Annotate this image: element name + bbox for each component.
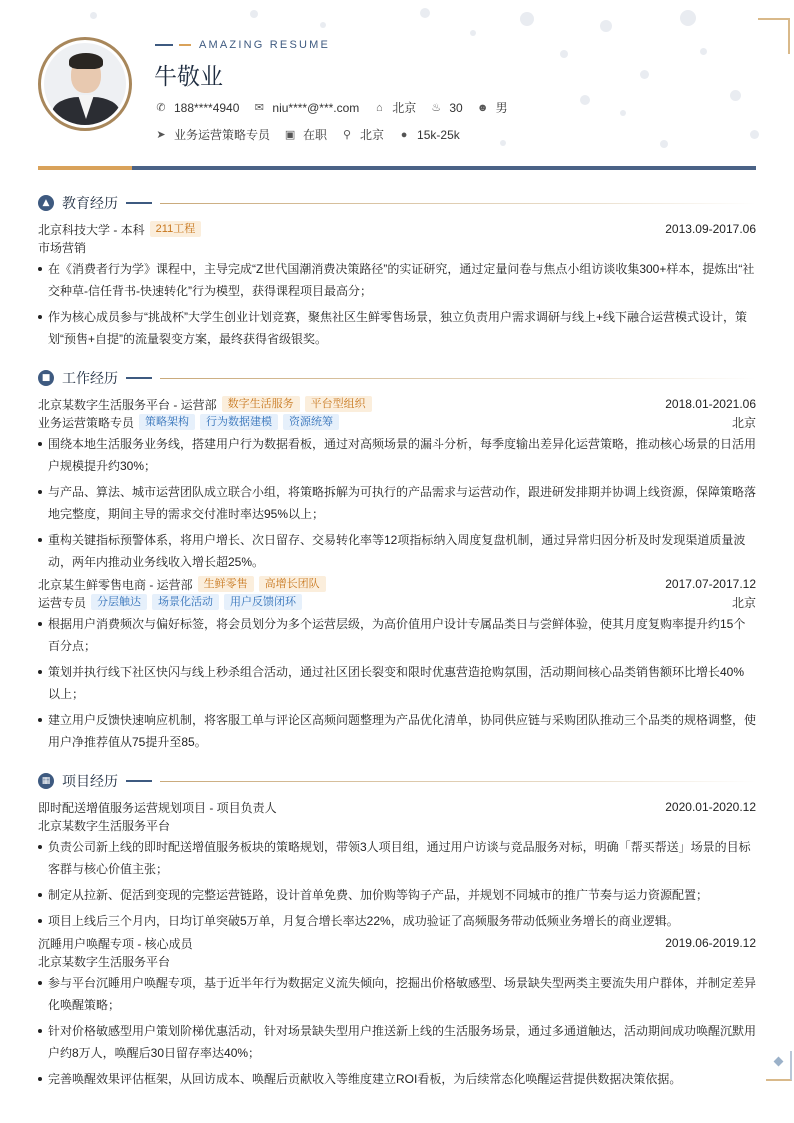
work-entry — [38, 575, 756, 757]
briefcase-icon: ■ — [38, 370, 54, 386]
period: 2017.07-2017.12 — [665, 577, 756, 591]
city: 北京 — [731, 595, 756, 610]
major: 市场营销 — [38, 240, 87, 255]
list-item: 围绕本地生活服务业务线，搭建用户行为数据看板，通过对高频场景的漏斗分析，每季度输出差异化运营策略，推动核心场景的日活用户规模提升约30%； — [38, 433, 756, 477]
phone-icon: ✆ — [156, 101, 166, 114]
send-icon: ➤ — [156, 128, 166, 141]
school-tag: 211工程 — [150, 221, 202, 237]
avatar — [38, 37, 132, 131]
list-item: 策划并执行线下社区快闪与线上秒杀组合活动，通过社区团长裂变和限时优惠营造抢购氛围，活动期间核心品类销售额环比增长40%以上； — [38, 661, 756, 705]
face-icon: ☻ — [476, 101, 489, 114]
gender: 男 — [495, 101, 508, 115]
company-name: 北京某数字生活服务平台 - 运营部 — [38, 397, 217, 412]
work-entry — [38, 395, 756, 577]
age: 30 — [449, 100, 463, 115]
section-work-header — [38, 368, 756, 388]
city: 北京 — [731, 415, 756, 430]
list-item: 与产品、算法、城市运营团队成立联合小组，将策略拆解为可执行的产品需求与运营动作，跟进研发排期并协调上线资源，保障策略落地完整度，期间主导的需求交付准时率达95%以上； — [38, 481, 756, 525]
candidate-name: 牛敬业 — [154, 64, 223, 90]
basic-info-row — [155, 99, 522, 116]
phone: 188****4940 — [174, 100, 240, 115]
company-tag: 数字生活服务 — [222, 396, 300, 412]
company-tag: 平台型组织 — [305, 396, 372, 412]
period: 2019.06-2019.12 — [665, 936, 756, 950]
role-tag: 场景化活动 — [152, 594, 219, 610]
school-name: 北京科技大学 - 本科 — [38, 222, 145, 237]
section-education-header — [38, 193, 756, 213]
role-tag: 用户反馈闭环 — [224, 594, 302, 610]
project-name: 即时配送增值服务运营规划项目 - 项目负责人 — [38, 800, 277, 815]
project-name: 沉睡用户唤醒专项 - 核心成员 — [38, 936, 193, 951]
list-item: 根据用户消费频次与偏好标签，将会员划分为多个运营层级，为高价值用户设计专属品类日与尝鲜体验，使其月度复购率提升约15个百分点； — [38, 613, 756, 657]
project-entry — [38, 798, 756, 936]
list-item: 制定从拉新、促活到变现的完整运营链路，设计首单免费、加价购等钩子产品，并规划不同城市的推广节奏与运力资源配置； — [38, 884, 756, 906]
list-item: 在《消费者行为学》课程中，主导完成“Z世代国潮消费决策路径”的实证研究，通过定量问卷与焦点小组访谈收集300+样本，提炼出“社交种草-信任背书-快速转化”行为模型，获得课程项目最高分； — [38, 258, 756, 302]
email: niu****@***.com — [272, 100, 360, 115]
salary: 15k-25k — [417, 127, 460, 142]
company-tag: 生鲜零售 — [198, 576, 254, 592]
company-tag: 高增长团队 — [259, 576, 326, 592]
briefcase-icon: ▣ — [284, 128, 296, 141]
corner-decoration-bottom — [766, 1051, 792, 1081]
section-title: 工作经历 — [62, 371, 118, 387]
target-role: 业务运营策略专员 — [174, 128, 271, 142]
role-tag: 资源统筹 — [283, 414, 339, 430]
section-projects-header — [38, 771, 756, 791]
list-item: 作为核心成员参与“挑战杯”大学生创业计划竞赛，聚焦社区生鲜零售场景，独立负责用户需求调研与线上+线下融合运营模式设计，策划“预售+自提”的流量裂变方案，最终获得省级银奖。 — [38, 306, 756, 350]
role: 业务运营策略专员 — [38, 415, 135, 430]
period: 2013.09-2017.06 — [665, 222, 756, 236]
tagline-text: AMAZING RESUME — [199, 39, 331, 51]
list-item: 针对价格敏感型用户策划阶梯优惠活动，针对场景缺失型用户推送新上线的生活服务场景，通过多通道触达，活动期间成功唤醒沉默用户约8万人，唤醒后30日留存率达40%； — [38, 1020, 756, 1064]
coin-icon: ● — [400, 128, 408, 141]
section-title: 教育经历 — [62, 196, 118, 212]
target-city: 北京 — [360, 128, 385, 142]
list-item: 完善唤醒效果评估框架，从回访成本、唤醒后贡献收入等维度建立ROI看板，为后续常态化唤醒运营提供数据决策依据。 — [38, 1068, 756, 1090]
project-entry — [38, 934, 756, 1094]
graduation-cap-icon: ▲ — [38, 195, 54, 211]
period: 2018.01-2021.06 — [665, 397, 756, 411]
grid-icon: ▦ — [38, 773, 54, 789]
mail-icon: ✉ — [254, 101, 265, 114]
role-tag: 策略架构 — [139, 414, 195, 430]
section-title: 项目经历 — [62, 774, 118, 790]
period: 2020.01-2020.12 — [665, 800, 756, 814]
project-org: 北京某数字生活服务平台 — [38, 954, 171, 969]
header-divider — [38, 166, 756, 170]
list-item: 重构关键指标预警体系，将用户增长、次日留存、交易转化率等12项指标纳入周度复盘机制，通过异常归因分析及时发现渠道质量波动，两年内推动业务线收入增长超25%。 — [38, 529, 756, 573]
pin-icon: ⚲ — [343, 128, 352, 141]
project-org: 北京某数字生活服务平台 — [38, 818, 171, 833]
job-status: 在职 — [303, 128, 328, 142]
cake-icon: ♨ — [431, 101, 442, 114]
role: 运营专员 — [38, 595, 87, 610]
corner-decoration-top — [758, 18, 790, 54]
list-item: 参与平台沉睡用户唤醒专项，基于近半年行为数据定义流失倾向，挖掘出价格敏感型、场景缺失型两类主要流失用户群体，并制定差异化唤醒策略； — [38, 972, 756, 1016]
job-intent-row — [155, 126, 474, 143]
company-name: 北京某生鲜零售电商 - 运营部 — [38, 577, 193, 592]
education-entry — [38, 220, 756, 354]
home-icon: ⌂ — [375, 101, 383, 114]
role-tag: 行为数据建模 — [200, 414, 278, 430]
tagline — [155, 39, 330, 51]
list-item: 负责公司新上线的即时配送增值服务板块的策略规划，带领3人项目组，通过用户访谈与竞品服务对标，明确「帮买帮送」场景的目标客群与核心价值主张； — [38, 836, 756, 880]
list-item: 建立用户反馈快速响应机制，将客服工单与评论区高频问题整理为产品优化清单，协同供应链与采购团队推动三个品类的规格调整，使用户净推荐值从75提升至85。 — [38, 709, 756, 753]
location: 北京 — [392, 101, 417, 115]
list-item: 项目上线后三个月内，日均订单突破5万单，月复合增长率达22%，成功验证了高频服务带动低频业务增长的商业逻辑。 — [38, 910, 756, 932]
role-tag: 分层触达 — [91, 594, 147, 610]
